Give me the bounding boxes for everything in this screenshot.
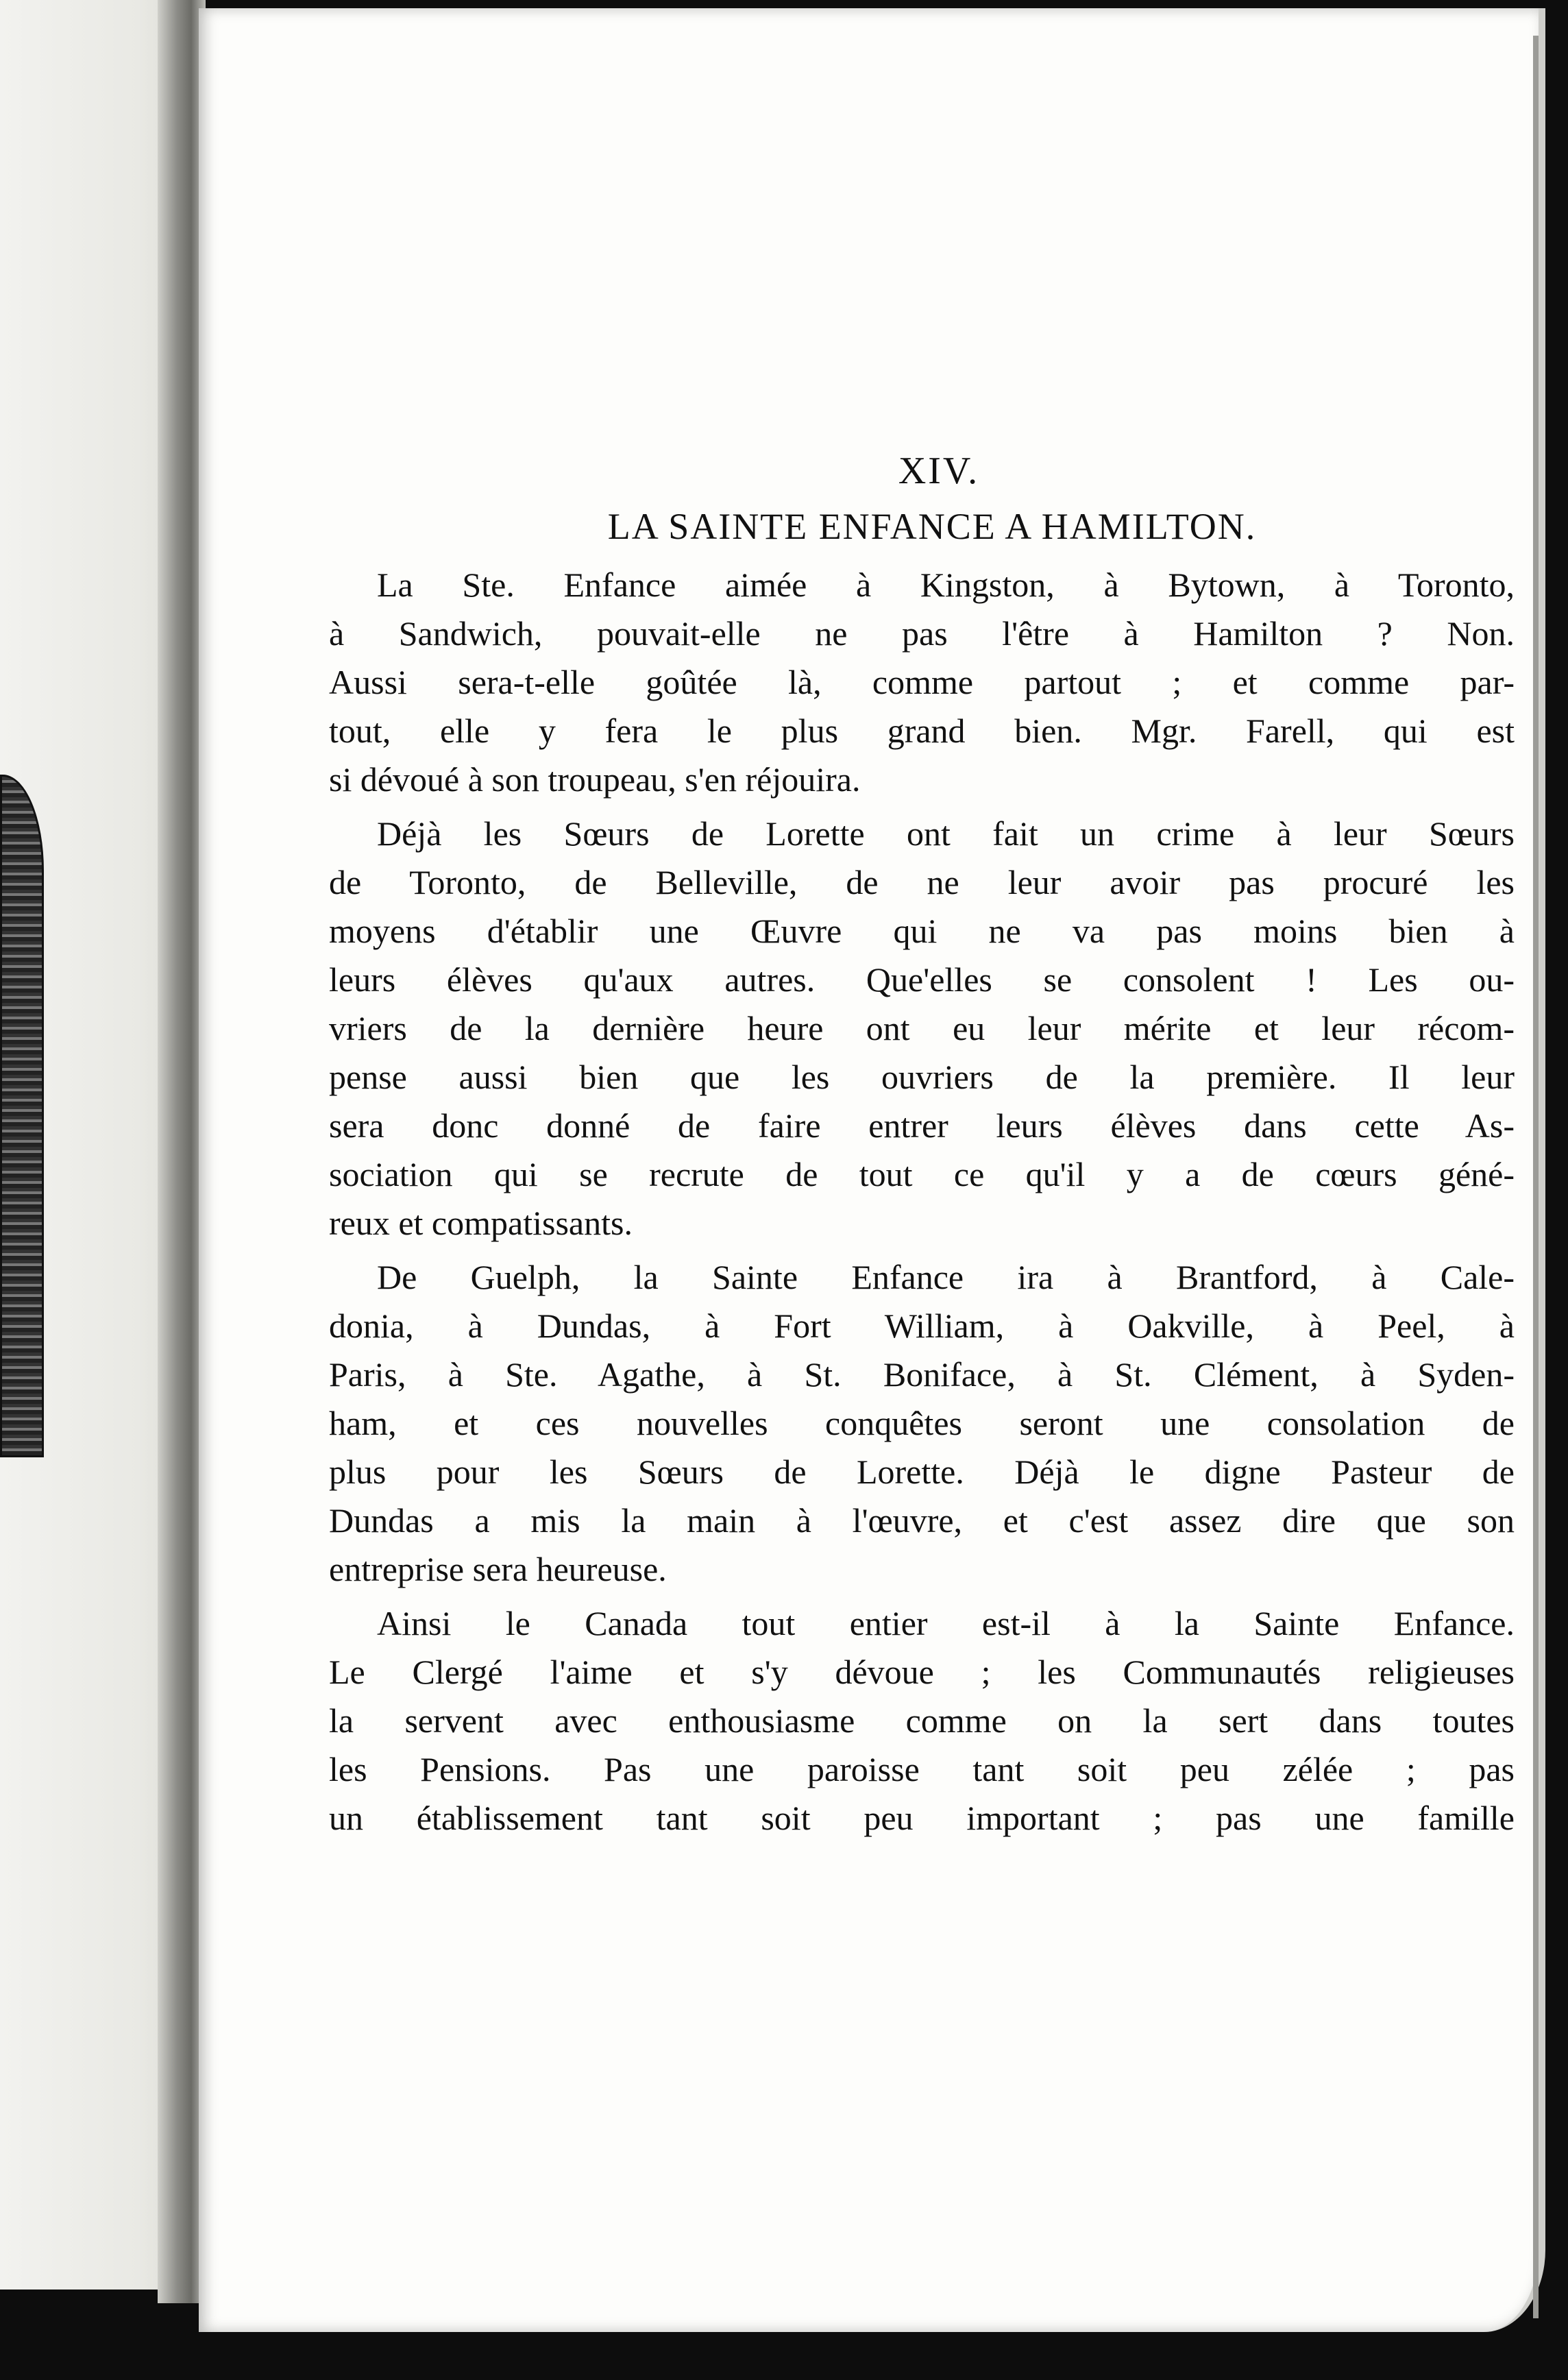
text-line: entreprise sera heureuse.	[329, 1550, 667, 1588]
paragraph	[288, 810, 1515, 1248]
text-line: sociation qui se recrute de tout ce qu'il y a de cœurs géné-	[329, 1155, 1515, 1193]
text-line: Paris, à Ste. Agathe, à St. Boniface, à St. Clément, à Syden-	[329, 1355, 1515, 1394]
book-page	[199, 8, 1545, 2332]
engraving-illustration-fragment	[0, 775, 44, 1457]
text-line: un établissement tant soit peu important ; pas une famille	[329, 1799, 1515, 1837]
text-line: leurs élèves qu'aux autres. Que'elles se consolent ! Les ou-	[329, 960, 1515, 999]
text-line: sera donc donné de faire entrer leurs élèves dans cette As-	[329, 1106, 1515, 1145]
text-line: la servent avec enthousiasme comme on la sert dans toutes	[329, 1701, 1515, 1740]
text-line: donia, à Dundas, à Fort William, à Oakville, à Peel, à	[329, 1307, 1515, 1345]
text-line: les Pensions. Pas une paroisse tant soit peu zélée ; pas	[329, 1750, 1515, 1788]
text-line: tout, elle y fera le plus grand bien. Mgr. Farell, qui est	[329, 712, 1515, 750]
paragraph	[288, 1599, 1515, 1843]
text-line: Déjà les Sœurs de Lorette ont fait un crime à leur Sœurs	[377, 814, 1515, 853]
chapter-number: XIV.	[898, 450, 980, 492]
text-line: La Ste. Enfance aimée à Kingston, à Bytown, à Toronto,	[377, 566, 1515, 604]
text-line: ham, et ces nouvelles conquêtes seront une consolation de	[329, 1404, 1515, 1442]
page-edge-shadow	[1533, 36, 1539, 2318]
text-line: Ainsi le Canada tout entier est-il à la Sainte Enfance.	[377, 1604, 1515, 1642]
text-line: Le Clergé l'aime et s'y dévoue ; les Communautés religieuses	[329, 1653, 1515, 1691]
text-line: De Guelph, la Sainte Enfance ira à Brantford, à Cale-	[377, 1258, 1515, 1296]
text-line: Dundas a mis la main à l'œuvre, et c'est assez dire que son	[329, 1501, 1515, 1540]
text-line: plus pour les Sœurs de Lorette. Déjà le digne Pasteur de	[329, 1453, 1515, 1491]
page-text-block	[288, 447, 1515, 1848]
text-line: si dévoué à son troupeau, s'en réjouira.	[329, 760, 861, 799]
paragraph	[288, 1253, 1515, 1594]
text-line: moyens d'établir une Œuvre qui ne va pas moins bien à	[329, 912, 1515, 950]
paragraph	[288, 561, 1515, 804]
text-line: à Sandwich, pouvait-elle ne pas l'être à Hamilton ? Non.	[329, 614, 1515, 653]
chapter-title: LA SAINTE ENFANCE A HAMILTON.	[607, 506, 1257, 547]
text-line: Aussi sera-t-elle goûtée là, comme partout ; et comme par-	[329, 663, 1515, 701]
text-line: pense aussi bien que les ouvriers de la première. Il leur	[329, 1058, 1515, 1096]
text-line: vriers de la dernière heure ont eu leur mérite et leur récom-	[329, 1009, 1515, 1047]
text-line: reux et compatissants.	[329, 1204, 633, 1242]
text-line: de Toronto, de Belleville, de ne leur avoir pas procuré les	[329, 863, 1515, 901]
